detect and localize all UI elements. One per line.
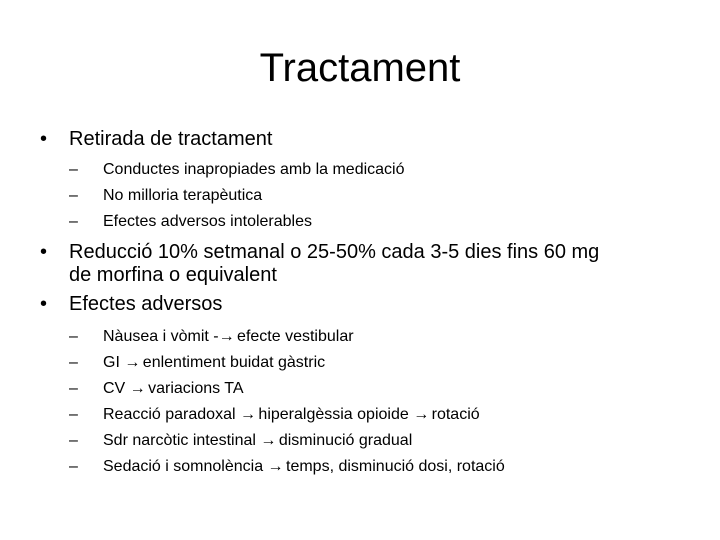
sub-item (40, 209, 680, 235)
sub-item (40, 157, 680, 183)
bullet-icon: • (40, 128, 48, 150)
dash-icon: – (69, 406, 78, 423)
dash-icon: – (69, 328, 78, 345)
slide-title: Tractament (259, 46, 461, 90)
sub-item-text: Sdr narcòtic intestinal (103, 432, 261, 449)
bullet-text: Retirada de tractament (69, 128, 273, 150)
sub-item (40, 324, 680, 350)
sub-item (40, 402, 680, 428)
bullet-icon: • (40, 293, 48, 315)
arrow-right-icon: → (124, 354, 141, 371)
dash-icon: – (69, 380, 78, 397)
dash-icon: – (69, 213, 78, 230)
sub-item-text: CV (103, 380, 130, 397)
sub-item-text: Nàusea i vòmit - (103, 328, 219, 345)
bullet-icon: • (40, 241, 48, 263)
arrow-right-icon: → (413, 406, 430, 423)
dash-icon: – (69, 187, 78, 204)
bullet-item-reduccio (40, 241, 680, 287)
sub-list-efectes (40, 324, 680, 480)
dash-icon: – (69, 161, 78, 178)
sub-item (40, 454, 680, 480)
sub-item (40, 376, 680, 402)
sub-item-text-b: enlentiment buidat gàstric (138, 354, 326, 371)
sub-item-text: Reacció paradoxal (103, 406, 240, 423)
sub-item-text: GI (103, 354, 125, 371)
bullet-item-efectes (40, 293, 680, 316)
arrow-right-icon: → (129, 380, 146, 397)
bullet-item-retirada (40, 128, 680, 151)
sub-item-text: Sedació i somnolència (103, 458, 268, 475)
bullet-text: Efectes adversos (69, 293, 223, 315)
sub-item-text: No milloria terapèutica (103, 187, 263, 204)
sub-item-text: Conductes inapropiades amb la medicació (103, 161, 405, 178)
dash-icon: – (69, 432, 78, 449)
sub-item-text-b: efecte vestibular (232, 328, 354, 345)
arrow-right-icon: → (239, 406, 256, 423)
arrow-right-icon: → (267, 458, 284, 475)
sub-item-text: Efectes adversos intolerables (103, 213, 312, 230)
sub-item-text-b: variacions TA (143, 380, 244, 397)
dash-icon: – (69, 458, 78, 475)
slide-content (40, 128, 680, 480)
bullet-text-line1: Reducció 10% setmanal o 25-50% cada 3-5 dies fins 60 mg (69, 241, 600, 263)
bullet-text-line2: de morfina o equivalent (69, 264, 277, 286)
sub-item-text-c: rotació (427, 406, 480, 423)
sub-list-retirada (40, 157, 680, 235)
sub-item-text-b: temps, disminució dosi, rotació (281, 458, 505, 475)
arrow-right-icon: → (218, 328, 235, 345)
sub-item-text-b: disminució gradual (274, 432, 413, 449)
sub-item (40, 350, 680, 376)
sub-item-text-b: hiperalgèssia opioide (253, 406, 414, 423)
arrow-right-icon: → (260, 432, 277, 449)
dash-icon: – (69, 354, 78, 371)
sub-item (40, 183, 680, 209)
sub-item (40, 428, 680, 454)
